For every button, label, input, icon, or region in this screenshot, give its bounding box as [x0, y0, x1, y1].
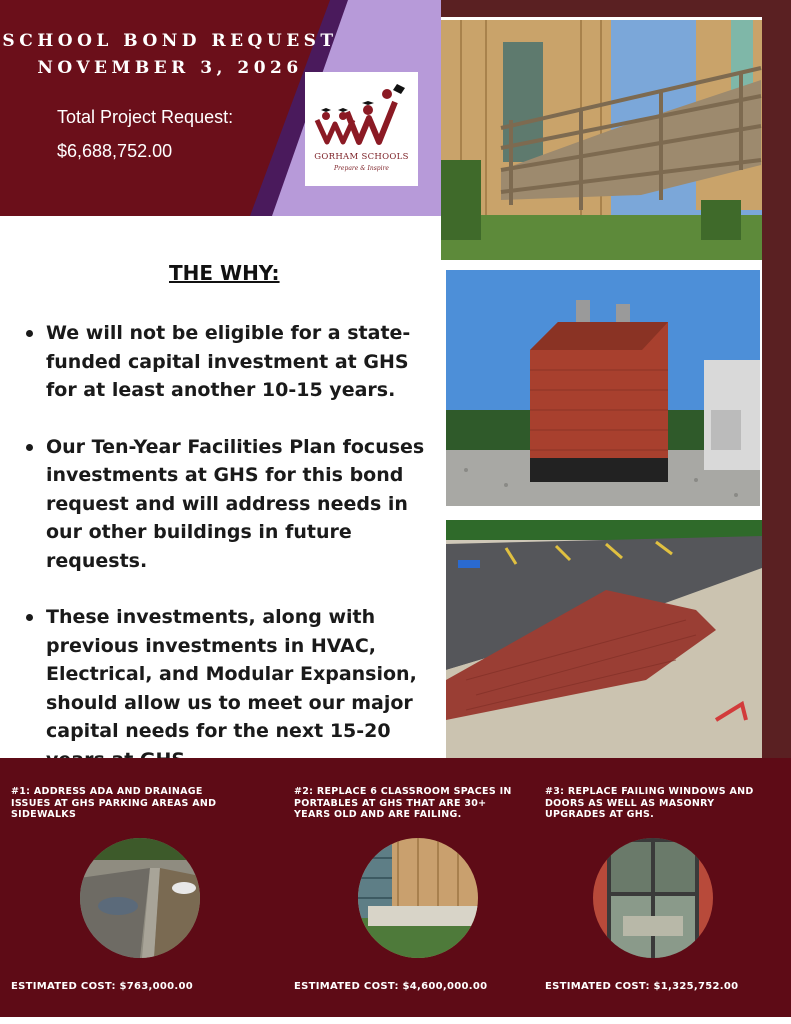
why-bullet-text: We will not be eligible for a state-funded capital investment at GHS for at least another 10-15 years.	[46, 322, 411, 401]
project-2-title: #2: REPLACE 6 CLASSROOM SPACES IN PORTABLES AT GHS THAT ARE 30+ YEARS OLD AND ARE FAILING.	[294, 786, 512, 820]
graduates-logo-icon	[313, 82, 411, 148]
right-accent-band	[762, 0, 791, 760]
logo-name: GORHAM SCHOOLS	[314, 152, 409, 162]
why-bullet	[20, 319, 432, 405]
why-bullet-list	[20, 319, 432, 802]
project-3-title: #3: REPLACE FAILING WINDOWS AND DOORS AS WELL AS MASONRY UPGRADES AT GHS.	[545, 786, 754, 820]
brick-chimney-photo	[446, 270, 760, 506]
bullet-dot-icon	[26, 444, 33, 451]
gorham-schools-logo	[305, 72, 418, 186]
why-bullet-text: These investments, along with previous investments in HVAC, Electrical, and Modular Expansion, should allow us to meet our major capital needs for the next 15-20	[46, 606, 417, 742]
portable-siding-photo	[358, 838, 478, 958]
bullet-dot-icon	[26, 330, 33, 337]
footer-line	[0, 1017, 791, 1024]
why-bullet	[20, 433, 432, 576]
project-1-title: #1: ADDRESS ADA AND DRAINAGE ISSUES AT GHS PARKING AREAS AND SIDEWALKS	[11, 786, 217, 820]
bullet-dot-icon	[26, 614, 33, 621]
why-heading: THE WHY:	[169, 261, 280, 285]
bond-title: SCHOOL BOND REQUEST	[2, 31, 338, 51]
why-bullet	[20, 603, 432, 774]
logo-tagline: Prepare & Inspire	[334, 165, 389, 172]
brick-sidewalk-photo	[446, 520, 762, 758]
project-2-cost: ESTIMATED COST: $4,600,000.00	[294, 981, 488, 992]
glass-doors-photo	[593, 838, 713, 958]
drainage-puddle-photo	[80, 838, 200, 958]
total-request-label: Total Project Request:	[57, 107, 234, 127]
project-1-cost: ESTIMATED COST: $763,000.00	[11, 981, 194, 992]
project-3-cost: ESTIMATED COST: $1,325,752.00	[545, 981, 739, 992]
why-bullet-text: Our Ten-Year Facilities Plan focuses investments at GHS for this bond request and will address needs in our other buildings in future requests.	[46, 435, 425, 572]
wooden-ramp-photo	[441, 20, 762, 260]
total-request-value: $6,688,752.00	[57, 141, 173, 161]
bond-date: NOVEMBER 3, 2026	[37, 58, 303, 78]
